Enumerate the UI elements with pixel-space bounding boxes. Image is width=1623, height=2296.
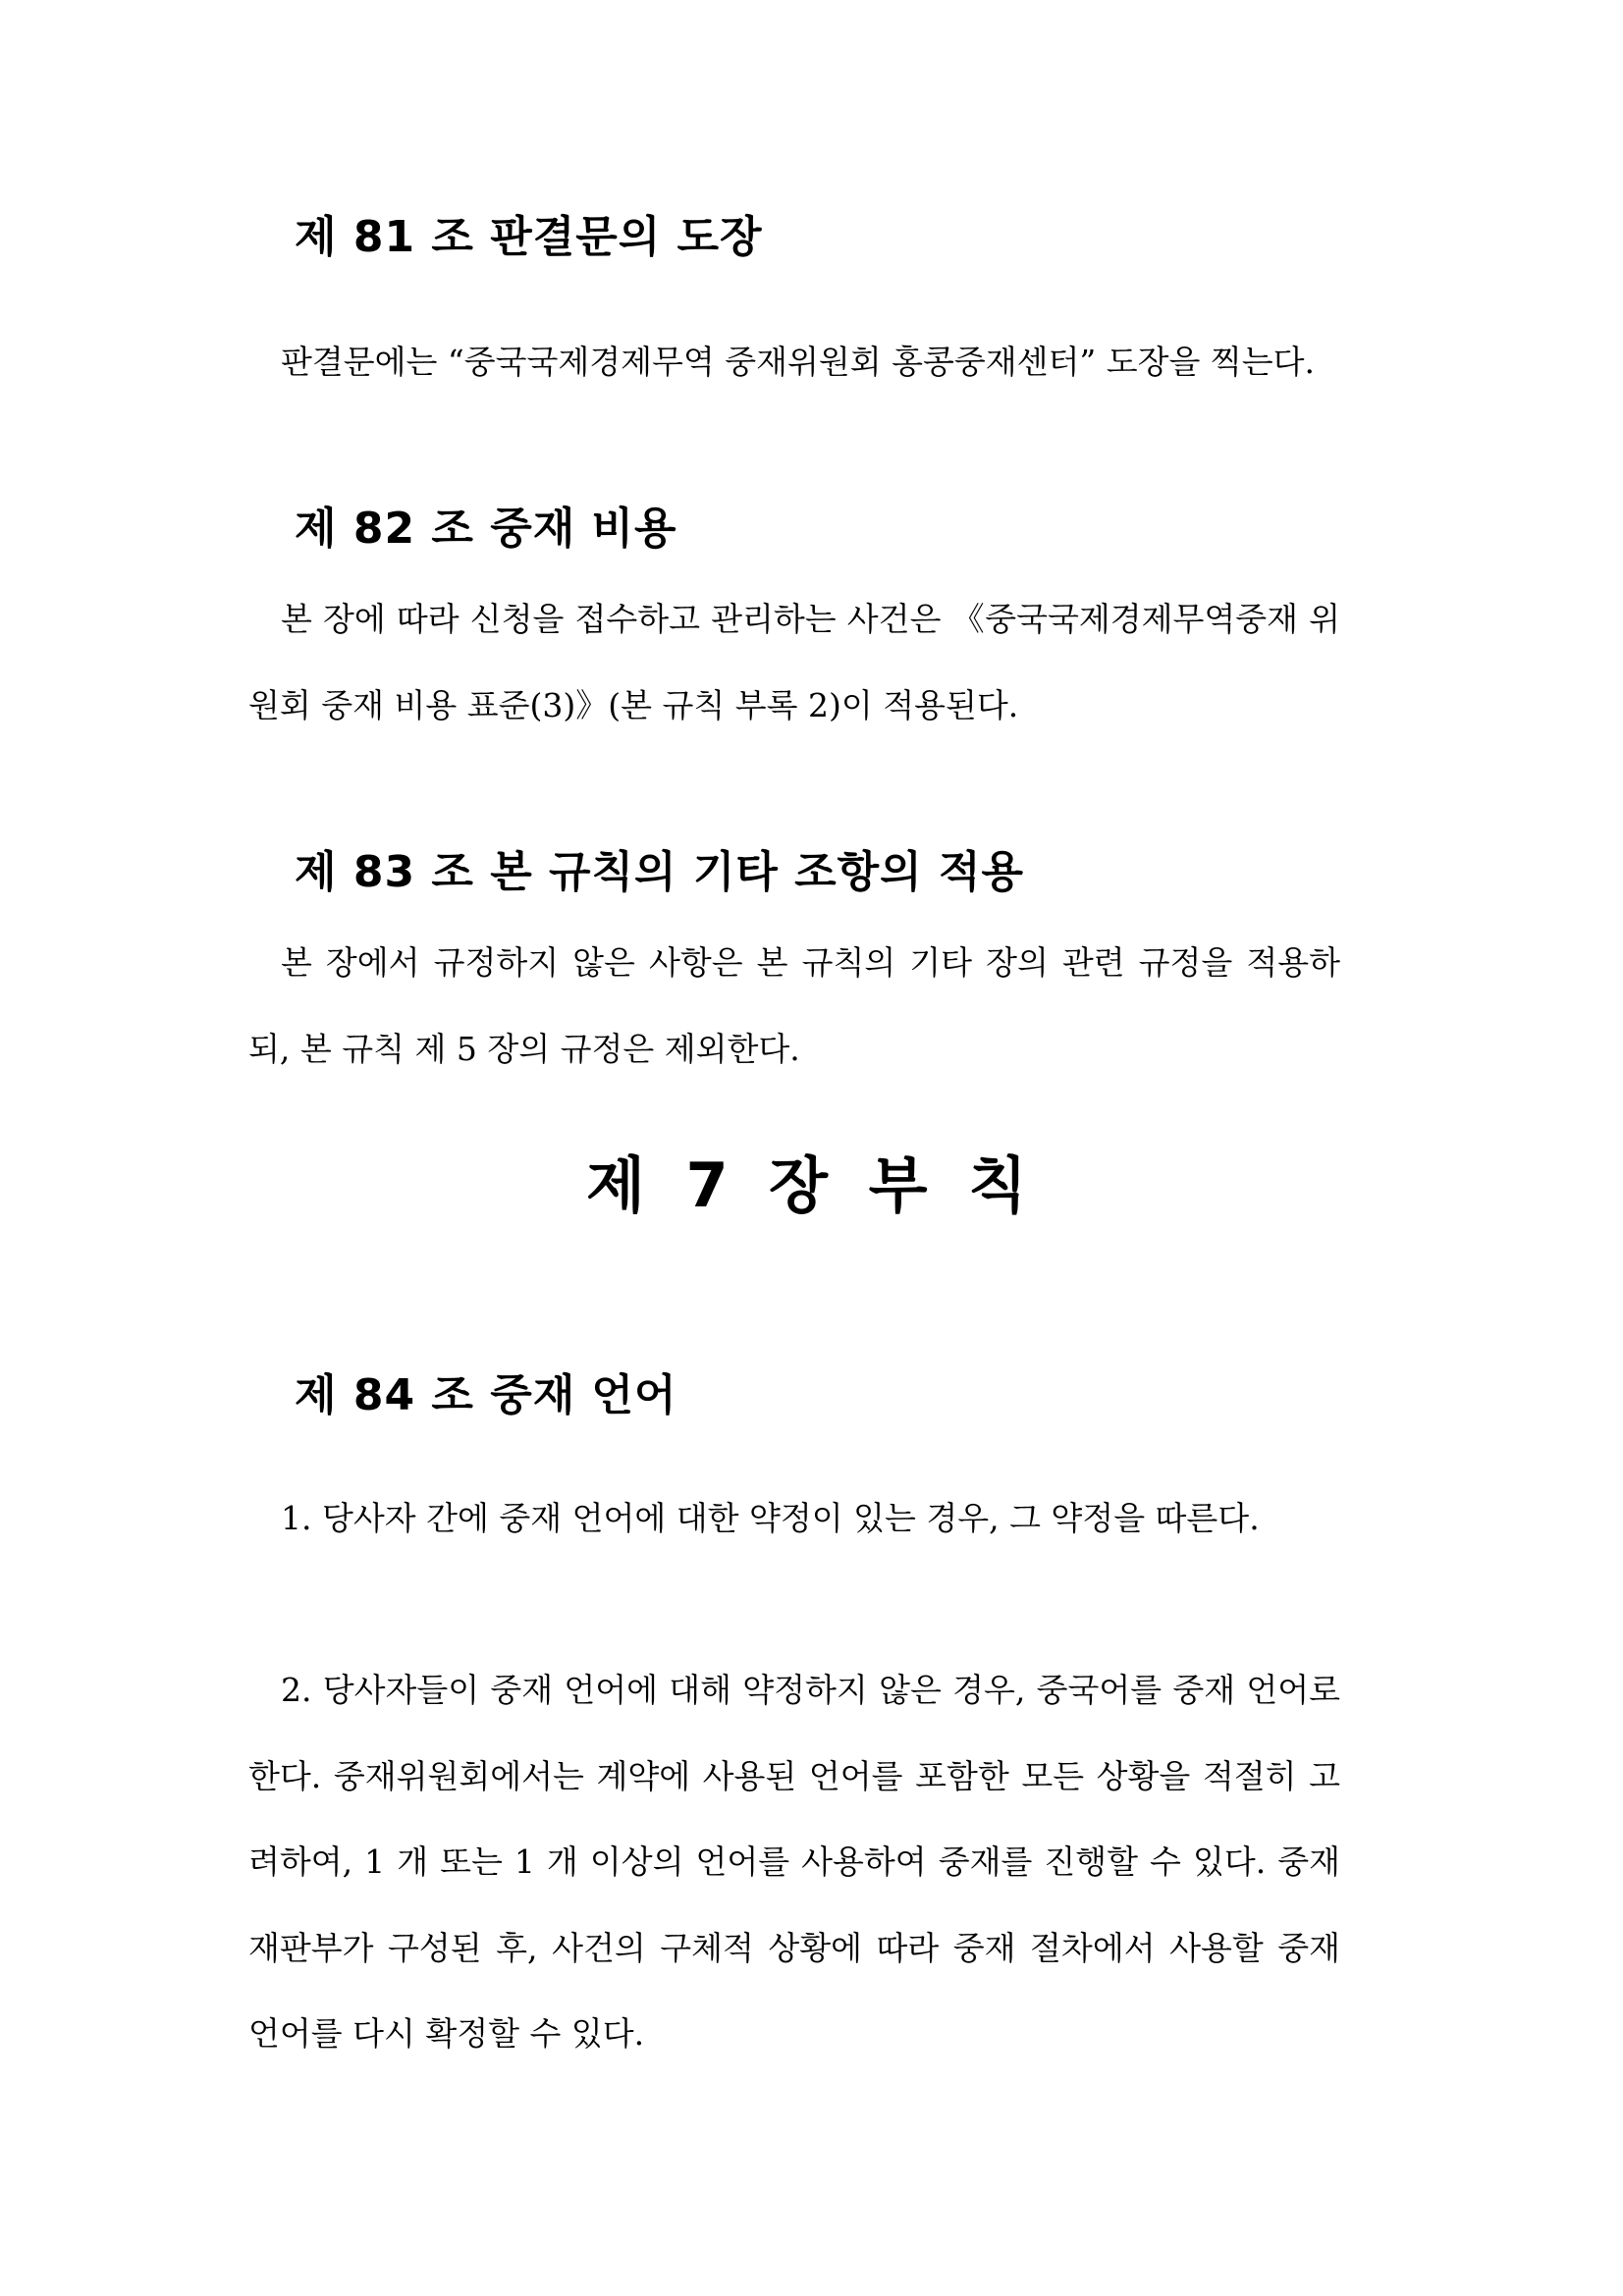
article-82-heading: 제 82 조 중재 비용 — [295, 504, 677, 554]
article-84-paragraph-2: 2. 당사자들이 중재 언어에 대해 약정하지 않은 경우, 중국어를 중재 언어로 한다. 중재위원회에서는 계약에 사용된 언어를 포함한 모든 상황을 적절히 고려하여, 1 개 또는 1 개 이상의 언어를 사용하여 중재를 진행할 수 있다. 중재재판부가 구성된 후, 사건의 구체적 상황에 따라 중재 절차에서 사용할 중재 언어를 다시 확정할 수 있다. — [248, 1671, 1340, 2053]
article-83-paragraph: 본 장에서 규정하지 않은 사항은 본 규칙의 기타 장의 관련 규정을 적용하되, 본 규칙 제 5 장의 규정은 제외한다. — [248, 943, 1340, 1068]
article-81-paragraph: 판결문에는 “중국국제경제무역 중재위원회 홍콩중재센터” 도장을 찍는다. — [281, 343, 1316, 381]
article-83-heading: 제 83 조 본 규칙의 기타 조항의 적용 — [295, 847, 1025, 897]
article-84-heading: 제 84 조 중재 언어 — [295, 1370, 677, 1420]
article-81-heading: 제 81 조 판결문의 도장 — [295, 212, 763, 262]
article-84-paragraph-1: 1. 당사자 간에 중재 언어에 대한 약정이 있는 경우, 그 약정을 따른다. — [281, 1499, 1260, 1537]
chapter-7-title: 제 7 장 부 칙 — [585, 1149, 1038, 1221]
article-82-paragraph: 본 장에 따라 신청을 접수하고 관리하는 사건은 《중국국제경제무역중재 위원회 중재 비용 표준(3)》(본 규칙 부록 2)이 적용된다. — [248, 600, 1340, 724]
